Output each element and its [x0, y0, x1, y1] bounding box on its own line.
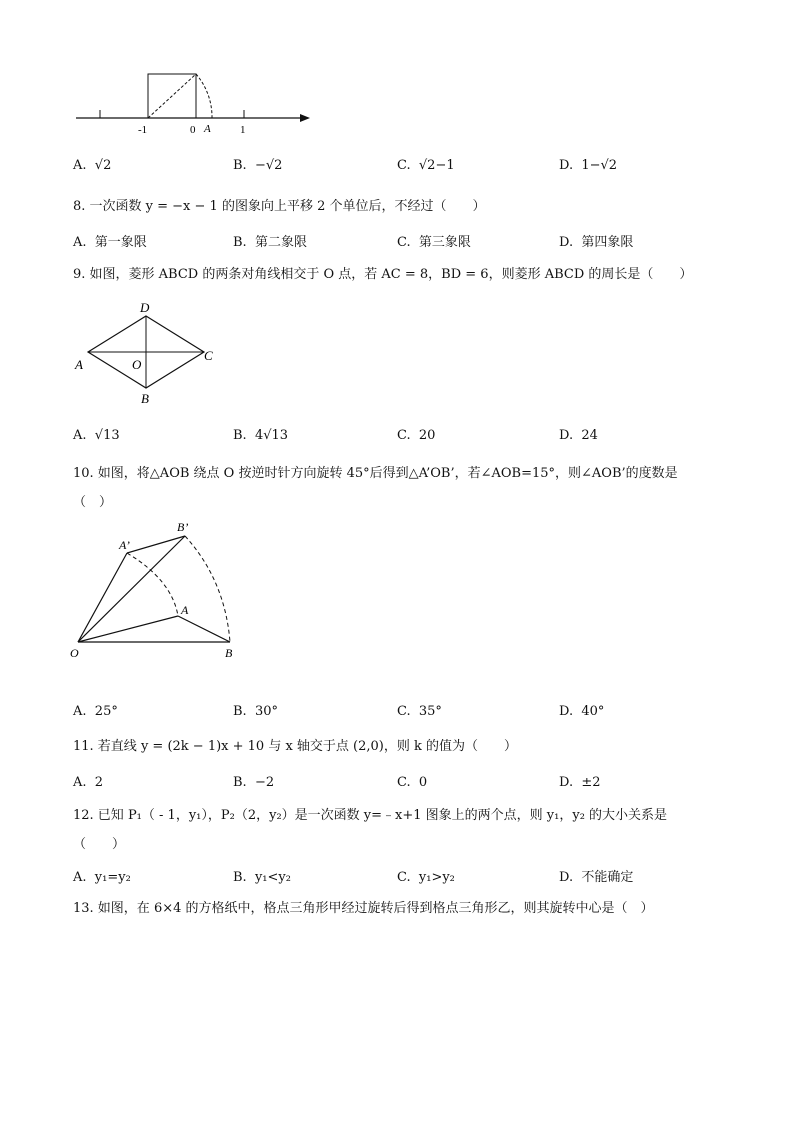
label-a-prime: A’: [119, 538, 130, 552]
option-text: 第一象限: [94, 235, 147, 250]
option-text: y₁=y₂: [94, 870, 131, 885]
q11-option-c[interactable]: [397, 774, 427, 792]
q12-option-a[interactable]: [73, 869, 131, 887]
option-letter: D.: [559, 235, 574, 250]
label-o: O: [132, 357, 142, 372]
option-letter: B.: [233, 235, 247, 250]
option-text: y₁>y₂: [418, 870, 455, 885]
option-letter: D.: [559, 775, 574, 790]
option-text: −√2: [254, 158, 283, 173]
option-letter: C.: [397, 704, 411, 719]
option-text: −2: [254, 775, 275, 790]
option-letter: A.: [73, 158, 87, 173]
tick-label-1: 1: [240, 124, 246, 136]
option-letter: C.: [397, 158, 411, 173]
q12-stem: 12. 已知 P₁（ - 1，y₁），P₂（2，y₂）是一次函数 y=﹣x+1 图象上的两个点，则 y₁，y₂ 的大小关系是: [73, 808, 668, 823]
label-o: O: [70, 646, 79, 660]
option-text: 2: [94, 775, 104, 790]
q10-stem: 10. 如图，将△AOB 绕点 O 按逆时针方向旋转 45°后得到△A’OB’，若∠AOB=15°，则∠AOB’的度数是: [73, 466, 678, 481]
label-b-prime: B’: [177, 520, 189, 534]
option-letter: A.: [73, 235, 87, 250]
rotation-figure: [66, 518, 246, 662]
option-letter: C.: [397, 775, 411, 790]
option-text: 4√13: [254, 428, 289, 443]
option-text: √2−1: [418, 158, 455, 173]
q11-option-d[interactable]: [559, 774, 601, 792]
option-text: 25°: [94, 704, 118, 719]
number-line-figure: [70, 66, 320, 138]
option-text: ±2: [581, 775, 601, 790]
option-letter: B.: [233, 870, 247, 885]
option-text: 35°: [418, 704, 442, 719]
q7-option-a[interactable]: [73, 157, 111, 175]
q11-option-a[interactable]: [73, 774, 103, 792]
option-text: √2: [94, 158, 112, 173]
q7-option-d[interactable]: [559, 157, 617, 175]
q9-option-d[interactable]: [559, 427, 598, 445]
label-a: A: [75, 357, 83, 372]
option-text: 0: [418, 775, 428, 790]
option-letter: C.: [397, 870, 411, 885]
option-letter: C.: [397, 428, 411, 443]
q7-option-b[interactable]: [233, 157, 282, 175]
option-text: 24: [581, 428, 598, 443]
option-text: 第三象限: [418, 235, 471, 250]
q12-option-c[interactable]: [397, 869, 455, 887]
label-d: D: [140, 300, 150, 315]
q7-option-c[interactable]: [397, 157, 455, 175]
option-letter: D.: [559, 870, 574, 885]
q8-option-c[interactable]: [397, 234, 471, 252]
rhombus-figure: [72, 296, 222, 408]
q10-stem-cont: （ ）: [73, 495, 113, 510]
q12-option-b[interactable]: [233, 869, 291, 887]
q12-option-d[interactable]: [559, 869, 633, 887]
option-letter: A.: [73, 704, 87, 719]
q9-stem: 9. 如图，菱形 ABCD 的两条对角线相交于 O 点，若 AC = 8，BD = 6，则菱形 ABCD 的周长是（ ）: [73, 267, 693, 282]
option-letter: D.: [559, 704, 574, 719]
q8-option-a[interactable]: [73, 234, 147, 252]
q9-option-b[interactable]: [233, 427, 288, 445]
option-letter: D.: [559, 428, 574, 443]
q10-option-a[interactable]: [73, 703, 118, 721]
option-letter: B.: [233, 775, 247, 790]
option-letter: B.: [233, 428, 247, 443]
q9-option-a[interactable]: [73, 427, 120, 445]
option-letter: B.: [233, 704, 247, 719]
q10-option-d[interactable]: [559, 703, 604, 721]
q8-option-d[interactable]: [559, 234, 633, 252]
option-text: 第四象限: [581, 235, 634, 250]
label-b: B: [225, 646, 233, 660]
option-letter: A.: [73, 775, 87, 790]
q12-stem-cont: （ ）: [73, 837, 126, 852]
q9-option-c[interactable]: [397, 427, 435, 445]
q10-option-b[interactable]: [233, 703, 278, 721]
option-text: √13: [94, 428, 120, 443]
q13-stem: 13. 如图，在 6×4 的方格纸中，格点三角形甲经过旋转后得到格点三角形乙，则其旋转中心是（ ）: [73, 901, 654, 916]
option-text: 1−√2: [581, 158, 618, 173]
option-letter: B.: [233, 158, 247, 173]
option-letter: A.: [73, 870, 87, 885]
option-letter: A.: [73, 428, 87, 443]
option-text: 不能确定: [581, 870, 634, 885]
option-letter: D.: [559, 158, 574, 173]
option-text: 40°: [581, 704, 605, 719]
option-text: 30°: [254, 704, 278, 719]
option-text: y₁<y₂: [254, 870, 291, 885]
tick-label-0: 0: [190, 124, 196, 136]
option-text: 第二象限: [254, 235, 307, 250]
q11-option-b[interactable]: [233, 774, 274, 792]
label-c: C: [204, 348, 213, 363]
option-text: 20: [418, 428, 436, 443]
label-a: A: [181, 603, 189, 617]
option-letter: C.: [397, 235, 411, 250]
q10-option-c[interactable]: [397, 703, 442, 721]
q8-option-b[interactable]: [233, 234, 307, 252]
q8-stem: 8. 一次函数 y = −x − 1 的图象向上平移 2 个单位后，不经过（ ）: [73, 199, 486, 214]
label-b: B: [141, 391, 149, 406]
tick-label-neg1: -1: [138, 124, 148, 136]
q11-stem: 11. 若直线 y = (2k − 1)x + 10 与 x 轴交于点 (2,0)，则 k 的值为（ ）: [73, 739, 518, 754]
point-label-a: A: [204, 123, 211, 135]
